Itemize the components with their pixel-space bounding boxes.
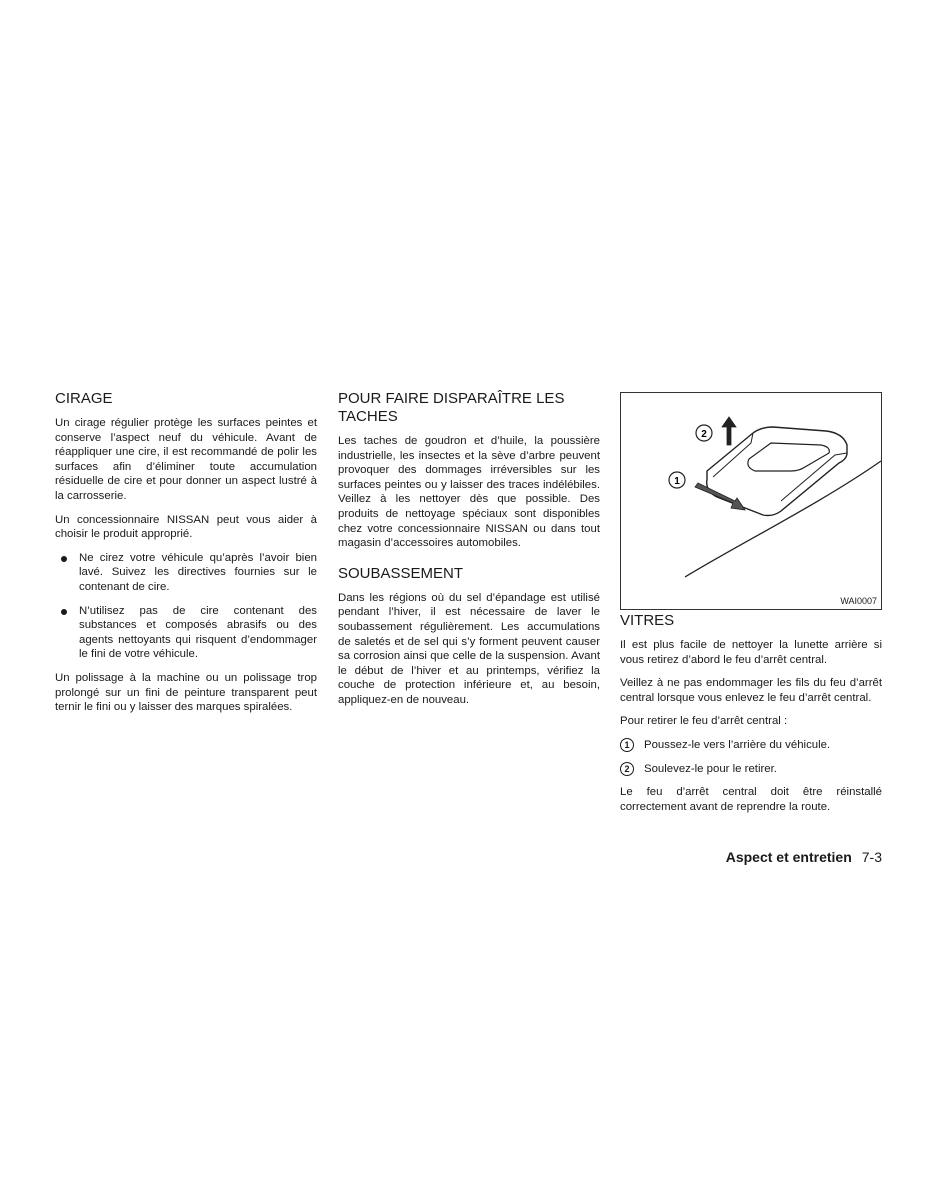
- paragraph: Le feu d’arrêt central doit être réinstallé correctement avant de reprendre la route.: [620, 786, 882, 813]
- heading-soubassement: SOUBASSEMENT: [338, 564, 464, 582]
- paragraph: Un polissage à la machine ou un polissage trop prolongé sur un fini de peinture transparent peut ternir le fini ou y laisser des marques spiralées.: [55, 671, 317, 714]
- list-item-text: N’utilisez pas de cire contenant des substances et composés abrasifs ou des agents nettoyants qui risquent d’endommager le fini de votre véhicule.: [79, 604, 317, 661]
- paragraph: Un concessionnaire NISSAN peut vous aider à choisir le produit approprié.: [55, 513, 317, 541]
- callout-1-label: 1: [674, 476, 680, 487]
- step-item: [620, 738, 882, 753]
- heading-taches: POUR FAIRE DISPARAÎTRE LES TACHES: [338, 390, 565, 425]
- brake-light-illustration: [621, 393, 881, 609]
- paragraph: Dans les régions où du sel d’épandage est utilisé pendant l’hiver, il est nécessaire de laver le soubassement régulièrement. Les accumulations de saletés et de sel qui s’y forment peuvent causer sa corrosion ainsi que celle de la suspension. Avant le début de l’hiver et au printemps, vérifiez la couche de protection inférieure et, au besoin, appliquez-en de nouveau.: [338, 591, 600, 706]
- page-number: 7-3: [861, 849, 882, 865]
- step-text: Poussez-le vers l’arrière du véhicule.: [644, 738, 831, 751]
- footer-section-title: Aspect et entretien: [725, 849, 852, 865]
- paragraph: Les taches de goudron et d’huile, la poussière industrielle, les insectes et la sève d’arbre peuvent provoquer des dommages irréversibles sur les surfaces peintes ou y laisser des traces indélébiles. Veillez à les nettoyer dès que possible. Des produits de nettoyage spéciaux sont disponibles chez votre concessionnaire NISSAN ou dans tout magasin d’accessoires automobiles.: [338, 435, 600, 550]
- page-footer: [726, 848, 882, 866]
- step-number-icon: 1: [620, 738, 634, 752]
- callout-2-label: 2: [701, 429, 707, 440]
- paragraph: Veillez à ne pas endommager les fils du feu d’arrêt central lorsque vous enlevez le feu d’arrêt central.: [620, 677, 882, 704]
- column-middle: [338, 390, 600, 717]
- list-item-text: Ne cirez votre véhicule qu’après l’avoir bien lavé. Suivez les directives fournies sur le contenant de cire.: [79, 551, 317, 593]
- paragraph: Un cirage régulier protège les surfaces peintes et conserve l’aspect neuf du véhicule. Avant de réappliquer une cire, il est recommandé de polir les surfaces afin d’éliminer toute accumulation résiduelle de cire et pour donner un aspect lustré à la carrosserie.: [55, 417, 317, 502]
- figure-code: WAI0007: [840, 596, 877, 606]
- figure-brake-light: [620, 392, 882, 610]
- column-left: [55, 390, 317, 724]
- bullet-list: [55, 551, 317, 662]
- column-right: [620, 612, 882, 823]
- heading-vitres: VITRES: [620, 612, 675, 629]
- paragraph: Il est plus facile de nettoyer la lunette arrière si vous retirez d’abord le feu d’arrêt central.: [620, 639, 882, 666]
- step-text: Soulevez-le pour le retirer.: [644, 762, 777, 775]
- bullet-icon: [61, 556, 67, 562]
- heading-cirage: CIRAGE: [55, 390, 113, 407]
- step-item: [620, 762, 882, 777]
- bullet-icon: [61, 609, 67, 615]
- paragraph: Pour retirer le feu d’arrêt central :: [620, 715, 788, 728]
- step-number-icon: 2: [620, 762, 634, 776]
- list-item: [55, 604, 317, 662]
- list-item: [55, 551, 317, 595]
